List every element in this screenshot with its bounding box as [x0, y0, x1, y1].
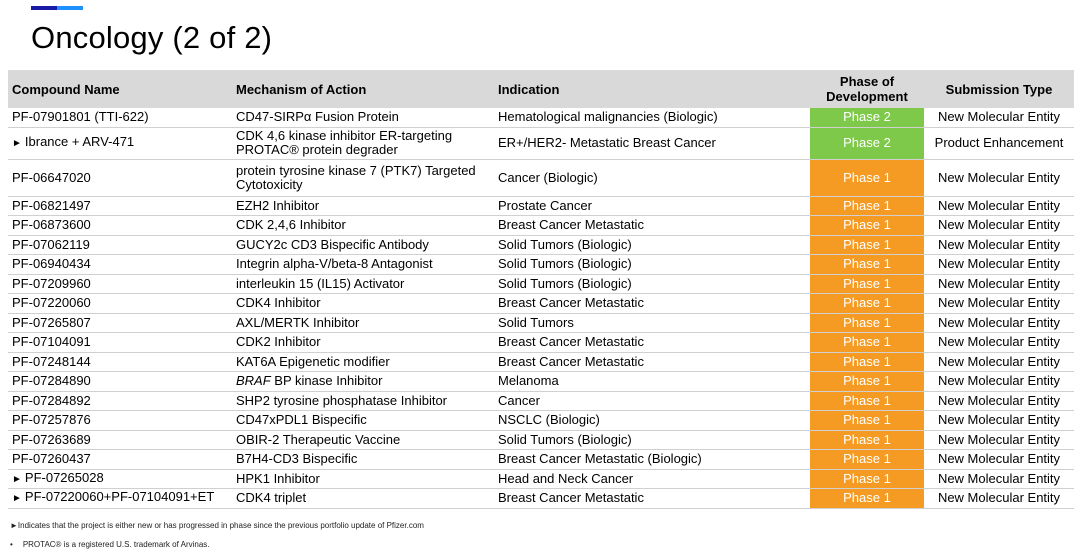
- cell-mechanism: [232, 196, 494, 216]
- cell-compound: [8, 159, 232, 196]
- table-row: [8, 255, 1074, 275]
- compound-name: PF-07901801 (TTI-622): [12, 109, 149, 125]
- header-compound: Compound Name: [8, 70, 232, 108]
- cell-mechanism: [232, 235, 494, 255]
- cell-compound: [8, 391, 232, 411]
- mechanism-text: CD47-SIRPα Fusion Protein: [236, 109, 399, 125]
- mechanism-text: B7H4-CD3 Bispecific: [236, 451, 358, 467]
- cell-submission: New Molecular Entity: [924, 489, 1074, 509]
- cell-indication: Cancer (Biologic): [494, 159, 810, 196]
- compound-name: PF-07265807: [12, 314, 91, 330]
- cell-mechanism: [232, 294, 494, 314]
- cell-indication: Breast Cancer Metastatic: [494, 489, 810, 509]
- cell-compound: [8, 450, 232, 470]
- compound-name: PF-07263689: [12, 431, 91, 447]
- mechanism-text: OBIR-2 Therapeutic Vaccine: [236, 431, 401, 447]
- progress-marker-icon: ►: [12, 493, 22, 505]
- cell-indication: Cancer: [494, 391, 810, 411]
- cell-mechanism: [232, 274, 494, 294]
- cell-indication: Hematological malignancies (Biologic): [494, 108, 810, 127]
- cell-compound: [8, 108, 232, 127]
- cell-phase: Phase 1: [810, 489, 924, 509]
- table-row: [8, 352, 1074, 372]
- compound-name: PF-06647020: [12, 169, 91, 185]
- header-mechanism: Mechanism of Action: [232, 70, 494, 108]
- mechanism-text: CDK4 Inhibitor: [236, 295, 321, 311]
- cell-submission: New Molecular Entity: [924, 469, 1074, 489]
- cell-submission: New Molecular Entity: [924, 372, 1074, 392]
- compound-name: PF-06873600: [12, 217, 91, 233]
- cell-indication: Solid Tumors (Biologic): [494, 255, 810, 275]
- mechanism-text: CDK 2,4,6 Inhibitor: [236, 217, 346, 233]
- footnote-progress: [10, 521, 424, 530]
- cell-submission: New Molecular Entity: [924, 216, 1074, 236]
- mechanism-text: CDK4 triplet: [236, 490, 307, 506]
- cell-compound: [8, 489, 232, 509]
- header-indication: Indication: [494, 70, 810, 108]
- table-row: [8, 196, 1074, 216]
- cell-compound: [8, 235, 232, 255]
- cell-mechanism: [232, 391, 494, 411]
- header-phase: Phase of Development: [810, 70, 924, 108]
- mechanism-text: EZH2 Inhibitor: [236, 197, 320, 213]
- cell-phase: Phase 1: [810, 469, 924, 489]
- cell-mechanism: [232, 159, 494, 196]
- mechanism-text: BP kinase Inhibitor: [270, 373, 383, 389]
- table-row: [8, 469, 1074, 489]
- accent-bar-light: [57, 6, 83, 10]
- progress-marker-icon: ►: [12, 138, 22, 149]
- cell-compound: [8, 274, 232, 294]
- compound-name: PF-07284890: [12, 373, 91, 389]
- cell-mechanism: [232, 411, 494, 431]
- cell-phase: Phase 1: [810, 411, 924, 431]
- cell-submission: New Molecular Entity: [924, 313, 1074, 333]
- table-row: [8, 489, 1074, 509]
- cell-indication: Breast Cancer Metastatic: [494, 216, 810, 236]
- footnote-trademark-text: PROTAC® is a registered U.S. trademark of Arvinas.: [22, 540, 210, 549]
- page-title: Oncology (2 of 2): [31, 20, 273, 55]
- cell-phase: Phase 2: [810, 127, 924, 159]
- cell-submission: New Molecular Entity: [924, 391, 1074, 411]
- pipeline-table: [8, 70, 1074, 509]
- compound-name: PF-07104091: [12, 334, 91, 350]
- cell-mechanism: [232, 255, 494, 275]
- compound-name: PF-07220060: [12, 295, 91, 311]
- table-row: [8, 313, 1074, 333]
- cell-phase: Phase 1: [810, 274, 924, 294]
- mechanism-text: interleukin 15 (IL15) Activator: [236, 275, 405, 291]
- cell-compound: [8, 333, 232, 353]
- table-row: [8, 372, 1074, 392]
- cell-mechanism: [232, 216, 494, 236]
- cell-indication: Solid Tumors: [494, 313, 810, 333]
- cell-phase: Phase 1: [810, 352, 924, 372]
- cell-phase: Phase 1: [810, 255, 924, 275]
- mechanism-italic: BRAF: [236, 373, 271, 389]
- compound-name: PF-06821497: [12, 197, 91, 213]
- cell-mechanism: [232, 489, 494, 509]
- cell-compound: [8, 313, 232, 333]
- cell-indication: Breast Cancer Metastatic: [494, 333, 810, 353]
- cell-mechanism: [232, 127, 494, 159]
- cell-phase: Phase 1: [810, 372, 924, 392]
- mechanism-text: SHP2 tyrosine phosphatase Inhibitor: [236, 392, 448, 408]
- cell-compound: [8, 352, 232, 372]
- cell-submission: New Molecular Entity: [924, 333, 1074, 353]
- compound-name: PF-07248144: [12, 353, 91, 369]
- cell-phase: Phase 1: [810, 333, 924, 353]
- cell-indication: Prostate Cancer: [494, 196, 810, 216]
- compound-name: PF-07265028: [24, 469, 104, 485]
- cell-mechanism: [232, 469, 494, 489]
- cell-submission: New Molecular Entity: [924, 235, 1074, 255]
- cell-phase: Phase 1: [810, 430, 924, 450]
- footnote-progress-text: Indicates that the project is either new or has progressed in phase since the previous portfolio update of Pfizer.com: [17, 521, 424, 530]
- compound-name: PF-07209960: [12, 275, 91, 291]
- cell-phase: Phase 2: [810, 108, 924, 127]
- mechanism-text: CDK2 Inhibitor: [236, 334, 321, 350]
- table-row: [8, 430, 1074, 450]
- cell-compound: [8, 294, 232, 314]
- cell-phase: Phase 1: [810, 391, 924, 411]
- mechanism-text: protein tyrosine kinase 7 (PTK7) Targeted Cytotoxicity: [236, 162, 480, 192]
- progress-marker-icon: ►: [12, 473, 22, 485]
- compound-name: PF-07257876: [12, 412, 91, 428]
- cell-compound: [8, 255, 232, 275]
- cell-phase: Phase 1: [810, 294, 924, 314]
- table-row: [8, 294, 1074, 314]
- compound-name: PF-07062119: [12, 236, 90, 252]
- cell-mechanism: [232, 313, 494, 333]
- cell-mechanism: [232, 430, 494, 450]
- table-row: [8, 274, 1074, 294]
- cell-submission: New Molecular Entity: [924, 255, 1074, 275]
- cell-mechanism: [232, 450, 494, 470]
- cell-indication: Solid Tumors (Biologic): [494, 430, 810, 450]
- cell-compound: [8, 411, 232, 431]
- table-header-row: [8, 70, 1074, 108]
- cell-submission: New Molecular Entity: [924, 108, 1074, 127]
- accent-bar-dark: [31, 6, 57, 10]
- compound-name: PF-07284892: [12, 392, 91, 408]
- cell-submission: New Molecular Entity: [924, 352, 1074, 372]
- table-body: [8, 108, 1074, 508]
- mechanism-text: GUCY2c CD3 Bispecific Antibody: [236, 236, 429, 252]
- table-row: [8, 235, 1074, 255]
- cell-compound: [8, 430, 232, 450]
- cell-indication: Head and Neck Cancer: [494, 469, 810, 489]
- table-row: [8, 391, 1074, 411]
- cell-indication: Breast Cancer Metastatic: [494, 294, 810, 314]
- cell-submission: New Molecular Entity: [924, 274, 1074, 294]
- compound-name: PF-07220060+PF-07104091+ET: [24, 489, 215, 505]
- compound-name: PF-06940434: [12, 256, 91, 272]
- cell-compound: [8, 196, 232, 216]
- cell-indication: Breast Cancer Metastatic (Biologic): [494, 450, 810, 470]
- table-row: [8, 333, 1074, 353]
- cell-mechanism: [232, 372, 494, 392]
- table-row: [8, 450, 1074, 470]
- cell-compound: [8, 127, 232, 159]
- title-accent-bar: [31, 6, 83, 10]
- cell-submission: New Molecular Entity: [924, 294, 1074, 314]
- cell-mechanism: [232, 352, 494, 372]
- cell-indication: Solid Tumors (Biologic): [494, 235, 810, 255]
- cell-indication: Breast Cancer Metastatic: [494, 352, 810, 372]
- table-row: [8, 159, 1074, 196]
- table-row: [8, 108, 1074, 127]
- cell-indication: Solid Tumors (Biologic): [494, 274, 810, 294]
- cell-phase: Phase 1: [810, 216, 924, 236]
- compound-name: Ibrance + ARV-471: [24, 134, 135, 149]
- table-row: [8, 127, 1074, 159]
- mechanism-text: CD47xPDL1 Bispecific: [236, 412, 367, 428]
- cell-submission: New Molecular Entity: [924, 430, 1074, 450]
- cell-indication: ER+/HER2- Metastatic Breast Cancer: [494, 127, 810, 159]
- cell-indication: Melanoma: [494, 372, 810, 392]
- cell-submission: New Molecular Entity: [924, 196, 1074, 216]
- header-submission: Submission Type: [924, 70, 1074, 108]
- cell-phase: Phase 1: [810, 196, 924, 216]
- cell-submission: New Molecular Entity: [924, 450, 1074, 470]
- cell-compound: [8, 216, 232, 236]
- cell-compound: [8, 372, 232, 392]
- cell-phase: Phase 1: [810, 159, 924, 196]
- cell-compound: [8, 469, 232, 489]
- mechanism-text: HPK1 Inhibitor: [236, 470, 320, 486]
- mechanism-text: AXL/MERTK Inhibitor: [236, 314, 360, 330]
- footnote-trademark: [10, 540, 210, 549]
- cell-phase: Phase 1: [810, 313, 924, 333]
- compound-name: PF-07260437: [12, 451, 91, 467]
- table-row: [8, 411, 1074, 431]
- mechanism-text: KAT6A Epigenetic modifier: [236, 353, 390, 369]
- cell-phase: Phase 1: [810, 450, 924, 470]
- footnote-marker-icon: ►: [10, 521, 18, 530]
- cell-mechanism: [232, 108, 494, 127]
- table-row: [8, 216, 1074, 236]
- cell-indication: NSCLC (Biologic): [494, 411, 810, 431]
- cell-submission: New Molecular Entity: [924, 411, 1074, 431]
- mechanism-text: CDK 4,6 kinase inhibitor ER-targeting PROTAC® protein degrader: [236, 128, 456, 157]
- cell-submission: Product Enhancement: [924, 127, 1074, 159]
- cell-phase: Phase 1: [810, 235, 924, 255]
- mechanism-text: Integrin alpha-V/beta-8 Antagonist: [236, 256, 433, 272]
- cell-mechanism: [232, 333, 494, 353]
- footnote-bullet: •: [10, 540, 13, 549]
- cell-submission: New Molecular Entity: [924, 159, 1074, 196]
